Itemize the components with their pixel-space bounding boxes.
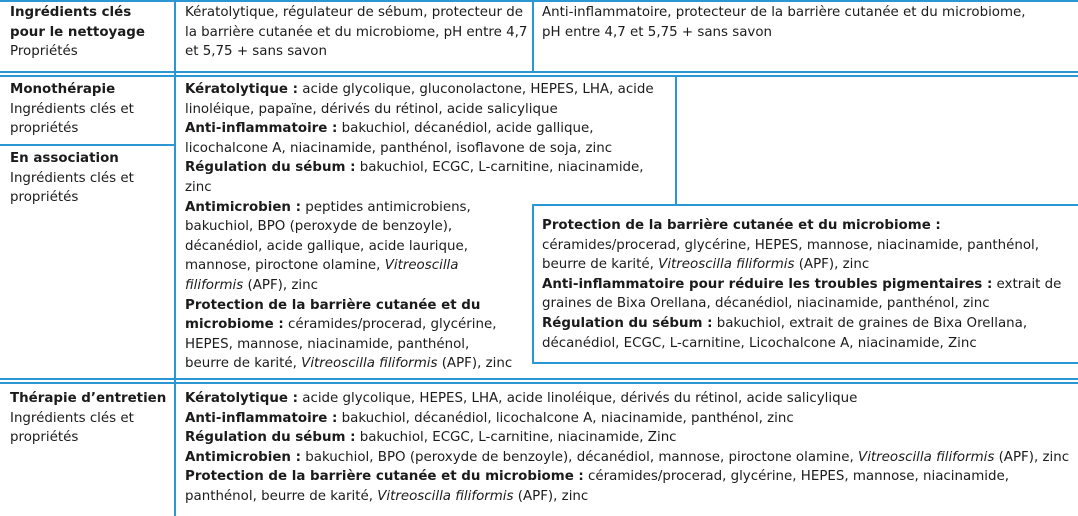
row-divider-1 [0, 71, 1078, 73]
monotherapy-label [10, 80, 134, 139]
ingredient-text: zinc [185, 179, 212, 195]
property-label: Anti-inflammatoire : [185, 121, 338, 137]
ingredient-text: licochalcone A, niacinamide, panthénol, isoflavone de soja, zinc [185, 140, 613, 156]
maintenance-label [10, 389, 166, 448]
cleansing-col1 [185, 3, 527, 62]
ingredient-text: (APF), zinc [994, 449, 1070, 465]
property-label: Antimicrobien : [185, 199, 301, 215]
ingredient-text: bakuchiol, BPO (peroxyde de benzoyle), décanédiol, mannose, piroctone olamine, [300, 449, 859, 465]
association-sub-line: propriétés [10, 190, 79, 206]
ingredient-text: mannose, piroctone olamine, [185, 258, 385, 274]
association-heading: En association [10, 151, 119, 166]
cleansing-col1-line: la barrière cutanée et du microbiome, pH entre 4,7 [185, 24, 528, 40]
property-label: Protection de la barrière cutanée et du microbiome : [185, 469, 584, 485]
ingredient-text: (APF), zinc [513, 488, 589, 504]
property-label: microbiome : [185, 317, 284, 333]
cleansing-label [10, 3, 145, 62]
assoc-content-line [542, 334, 1061, 354]
monotherapy-heading: Monothérapie [10, 82, 116, 97]
ingredient-text: bakuchiol, extrait de graines de Bixa Orellana, [712, 315, 1028, 331]
property-label: Anti-inflammatoire pour réduire les troubles pigmentaires : [542, 276, 993, 292]
maintenance-sub-line: Ingrédients clés et [10, 410, 134, 426]
mono-content-line [185, 198, 654, 218]
association-label [10, 149, 134, 208]
maintenance-line [185, 389, 1069, 409]
row-divider-1b [0, 75, 1078, 77]
assoc-content-line [542, 255, 1061, 275]
mono-content-line [185, 80, 654, 100]
property-label: Kératolytique : [185, 391, 298, 406]
mono-content-line [185, 139, 654, 159]
ingredient-text: panthénol, beurre de karité, [185, 488, 378, 504]
table-top-border [0, 0, 1078, 2]
property-label: Régulation du sébum : [185, 160, 356, 176]
maintenance-content [185, 389, 1069, 507]
property-label: Régulation du sébum : [185, 430, 356, 446]
ingredient-text: acide glycolique, gluconolactone, HEPES, LHA, acide [298, 82, 654, 97]
ingredient-text: céramides/procerad, glycérine, [283, 317, 497, 333]
ingredient-text: (APF), zinc [794, 257, 870, 273]
mono-content-line [185, 354, 654, 374]
cleansing-col2-line: Anti-inflammatoire, protecteur de la barrière cutanée et du microbiome, [542, 5, 1026, 20]
mono-content-line [185, 119, 654, 139]
mono-cell-right [675, 75, 677, 205]
col-divider-top [532, 0, 534, 73]
ingredient-text: bakuchiol, ECGC, L-carnitine, niacinamide, [355, 160, 644, 176]
mono-content-line [185, 158, 654, 178]
assoc-content-line [542, 314, 1061, 334]
property-label: Régulation du sébum : [542, 315, 713, 331]
property-label: Protection de la barrière cutanée et du [185, 297, 481, 313]
ingredient-text: graines de Bixa Orellana, décanédiol, niacinamide, panthénol, zinc [542, 296, 990, 312]
ingredient-text: bakuchiol, ECGC, L-carnitine, niacinamide, Zinc [355, 430, 677, 446]
property-label: Protection de la barrière cutanée et du microbiome : [542, 218, 941, 233]
species-name: Vitreoscilla filiformis [858, 449, 995, 465]
label-divider [0, 144, 174, 146]
maintenance-line [185, 487, 1069, 507]
ingredient-text: linoléique, papaïne, dérivés du rétinol, acide salicylique [185, 101, 558, 117]
assoc-content-line [542, 236, 1061, 256]
assoc-content-line [542, 275, 1061, 295]
property-label: Antimicrobien : [185, 449, 301, 465]
cleansing-col2 [542, 3, 1026, 42]
cleansing-heading-line: pour le nettoyage [10, 24, 145, 40]
ingredient-text: extrait de [992, 276, 1062, 292]
maintenance-sub-line: propriétés [10, 430, 79, 446]
species-name: filiformis [185, 277, 244, 293]
species-name: Vitreoscilla filiformis [377, 488, 514, 504]
species-name: Vitreoscilla filiformis [658, 257, 795, 273]
species-name: Vitreoscilla filiformis [301, 356, 438, 372]
row-divider-2 [0, 378, 1078, 380]
ingredient-text: décanédiol, acide gallique, acide laurique, [185, 238, 468, 254]
ingredient-text: décanédiol, ECGC, L-carnitine, Licochalcone A, niacinamide, Zinc [542, 335, 977, 351]
row-divider-2b [0, 382, 1078, 384]
ingredient-text: bakuchiol, décanédiol, acide gallique, [337, 121, 594, 137]
ingredient-text: bakuchiol, BPO (peroxyde de benzoyle), [185, 219, 453, 235]
ingredient-text: HEPES, mannose, niacinamide, panthénol, [185, 336, 470, 352]
maintenance-line [185, 428, 1069, 448]
mono-content-line [185, 100, 654, 120]
ingredient-text: acide glycolique, HEPES, LHA, acide linoléique, dérivés du rétinol, acide salicylique [298, 391, 858, 406]
cleansing-col1-line: Kératolytique, régulateur de sébum, protecteur de [185, 5, 523, 20]
ingredient-text: beurre de karité, [542, 257, 659, 273]
cleansing-col2-line: pH entre 4,7 et 5,75 + sans savon [542, 24, 773, 40]
ingredient-text: bakuchiol, décanédiol, licochalcone A, niacinamide, panthénol, zinc [337, 410, 794, 426]
monotherapy-sub-line: propriétés [10, 121, 79, 137]
ingredient-text: beurre de karité, [185, 356, 302, 372]
col-divider-label [174, 0, 176, 516]
mono-content-line [185, 178, 654, 198]
species-name: Vitreoscilla [384, 258, 459, 274]
assoc-content-line [542, 294, 1061, 314]
ingredient-text: céramides/procerad, glycérine, HEPES, mannose, niacinamide, [583, 469, 1009, 485]
ingredient-text: (APF), zinc [437, 356, 513, 372]
assoc-content-line [542, 216, 1061, 236]
association-content [542, 216, 1061, 353]
property-label: Anti-inflammatoire : [185, 410, 338, 426]
association-sub-line: Ingrédients clés et [10, 170, 134, 186]
cleansing-col1-line: et 5,75 + sans savon [185, 44, 327, 60]
ingredient-text: céramides/procerad, glycérine, HEPES, mannose, niacinamide, panthénol, [542, 237, 1039, 253]
maintenance-line [185, 467, 1069, 487]
ingredient-text: peptides antimicrobiens, [300, 199, 471, 215]
cleansing-sub-line: Propriétés [10, 44, 78, 60]
property-label: Kératolytique : [185, 82, 298, 97]
maintenance-line [185, 448, 1069, 468]
maintenance-heading: Thérapie d’entretien [10, 391, 167, 406]
maintenance-line [185, 409, 1069, 429]
monotherapy-sub-line: Ingrédients clés et [10, 101, 134, 117]
cleansing-heading-line: Ingrédients clés [10, 5, 132, 20]
ingredient-text: (APF), zinc [243, 277, 319, 293]
